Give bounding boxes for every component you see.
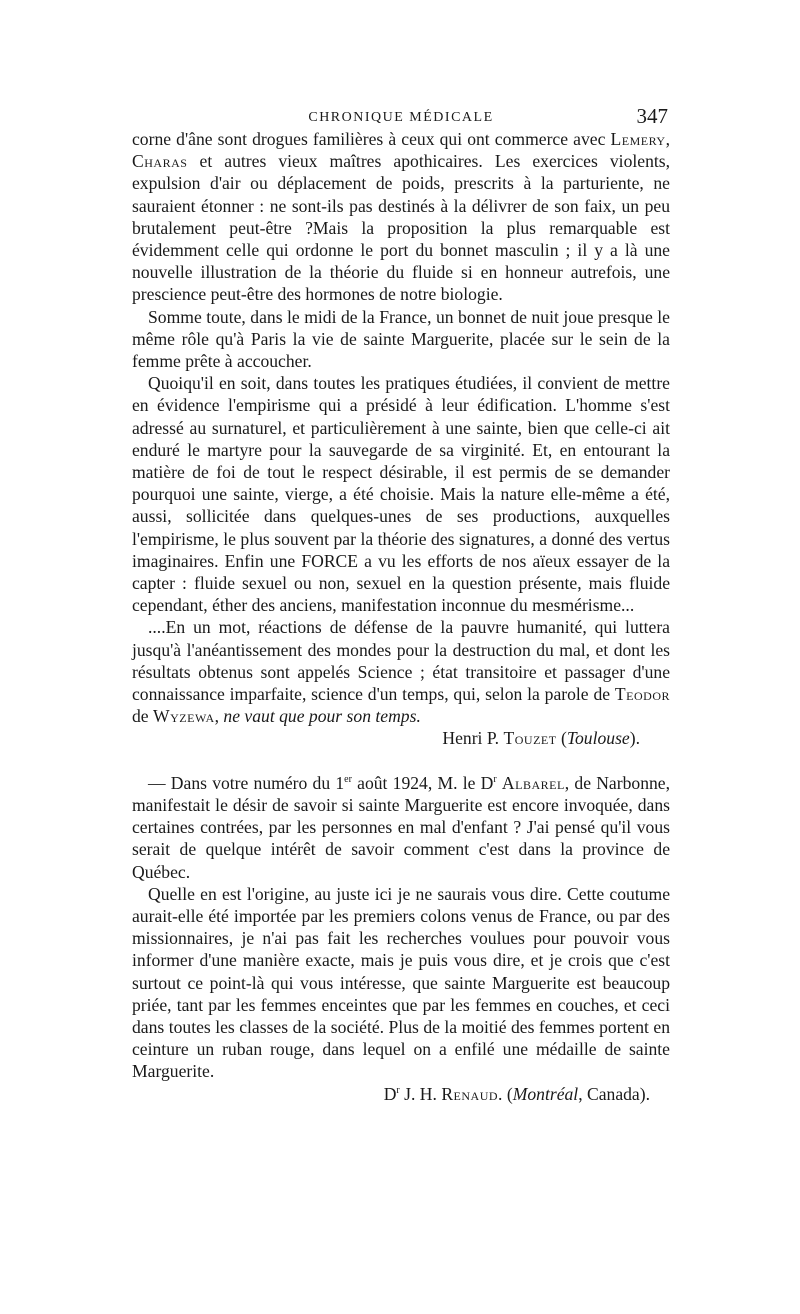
- paragraph-1-text-a: corne d'âne sont drogues familières à ceux qui ont commerce avec: [132, 129, 611, 149]
- signature-2-place: Montréal: [512, 1083, 579, 1104]
- paragraph-5-text-d: , de Narbonne, manifestait le désir de savoir si sainte Marguerite est encore invoquée, dans certaines contrées, par les personnes en mal d'enfant ? J'ai pensé qu'il vous serait de quelque intérêt de savoir comment c'est dans la province de Québec.: [132, 772, 670, 882]
- signature-1-place-close: ).: [629, 728, 640, 749]
- signature-2-country: , Canada).: [578, 1083, 650, 1104]
- superscript-r: r: [493, 773, 497, 785]
- paragraph-4-text-c: ,: [214, 706, 224, 727]
- signature-2-separator: . (: [498, 1083, 513, 1104]
- quote-text: ne vaut que pour son temps.: [223, 706, 421, 727]
- signature-1-name: Henri P.: [442, 728, 504, 749]
- author-name-wyzewa: Wyzewa: [153, 706, 215, 727]
- signature-2-d: D: [383, 1083, 397, 1104]
- paragraph-6: Quelle en est l'origine, au juste ici je ne saurais vous dire. Cette coutume aurait-elle été importée par les premiers colons venus de France, ou par des missionnaires, je n'ai pas fait les recherches voulues pour pouvoir vous informer d'une manière exacte, mais je puis vous dire, et je crois que c'est surtout ce point-là qui vous intéresse, que sainte Marguerite est beaucoup priée, tant par les femmes enceintes que par les femmes en couches, et ceci dans toutes les classes de la société. Plus de la moitié des femmes portent en ceinture un ruban rouge, dans lequel on a enfilé une médaille de sainte Marguerite.: [132, 883, 670, 1082]
- paragraph-5: [132, 772, 670, 883]
- paragraph-1-text-b: ,: [665, 129, 670, 149]
- running-title: CHRONIQUE MÉDICALE: [308, 110, 494, 125]
- signature-2-initials: J. H.: [399, 1083, 442, 1104]
- paragraph-4: [132, 616, 670, 727]
- paragraph-5-text-a: — Dans votre numéro du 1: [148, 772, 345, 793]
- paragraph-2: Somme toute, dans le midi de la France, un bonnet de nuit joue presque le même rôle qu'à Paris la vie de sainte Marguerite, placée sur le sein de la femme prête à accoucher.: [132, 306, 670, 372]
- paragraph-1-text-c: et autres vieux maîtres apothicaires. Les exercices violents, expulsion d'air ou déplacement de poids, prescrits à la parturiente, ne sauraient étonner : ne sont-ils pas destinés à la délivrer de son faix, un peu brutalement peut-être ?Mais la proposition la plus remarquable est évidemment celle qui ordonne le port du bonnet masculin ; il y a là une nouvelle illustration de la théorie du fluide si en honneur autrefois, une prescience peut-être des hormones de notre biologie.: [132, 151, 670, 305]
- signature-renaud: [132, 1083, 670, 1105]
- author-name-charas: Charas: [132, 151, 188, 172]
- signature-2-superscript-r: r: [396, 1084, 400, 1096]
- signature-1-place-open: (: [556, 728, 567, 749]
- paragraph-3: Quoiqu'il en soit, dans toutes les pratiques étudiées, il convient de mettre en évidence l'empirisme qui a présidé à leur édification. L'homme s'est adressé au surnaturel, et particulièrement à une sainte, bien que celle-ci ait enduré le martyre pour la sauvegarde de sa virginité. Et, en entourant la matière de foi de tout le respect désirable, il est permis de se demander pourquoi une sainte, vierge, a été choisie. Mais la nature elle-même a été, aussi, sollicitée dans quelques-unes de ses productions, auxquelles l'empirisme, le plus souvent par la théorie des signatures, a donné des vertus imaginaires. Enfin une FORCE a vu les efforts de nos aïeux essayer de la capter : fluide sexuel ou non, sexuel en la question présente, mais fluide cependant, éther des anciens, manifestation inconnue du mesmérisme...: [132, 373, 670, 616]
- section-gap: [132, 750, 670, 772]
- paragraph-4-text-b: de: [132, 706, 154, 727]
- signature-1-surname: Touzet: [503, 728, 557, 749]
- paragraph-1: [132, 128, 670, 306]
- paragraph-4-text-a: ....En un mot, réactions de défense de la pauvre humanité, qui luttera jusqu'à l'anéantissement des mondes pour la destruction du mal, et dont les résultats obtenus sont appelés Science ; état transitoire et passager d'une connaissance imparfaite, science d'un temps, qui, selon la parole de: [132, 617, 670, 705]
- paragraph-5-text-b: août 1924, M. le D: [351, 772, 494, 793]
- superscript-er: er: [344, 773, 352, 785]
- signature-touzet: [132, 727, 670, 749]
- signature-1-place: Toulouse: [566, 728, 630, 749]
- author-name-lemery: Lemery: [610, 129, 666, 149]
- author-name-albarel: Albarel: [501, 772, 565, 793]
- page-number: 347: [636, 104, 668, 128]
- article-body: [132, 128, 670, 1105]
- signature-2-surname: Renaud: [441, 1083, 499, 1104]
- author-name-teodor: Teodor: [614, 684, 670, 705]
